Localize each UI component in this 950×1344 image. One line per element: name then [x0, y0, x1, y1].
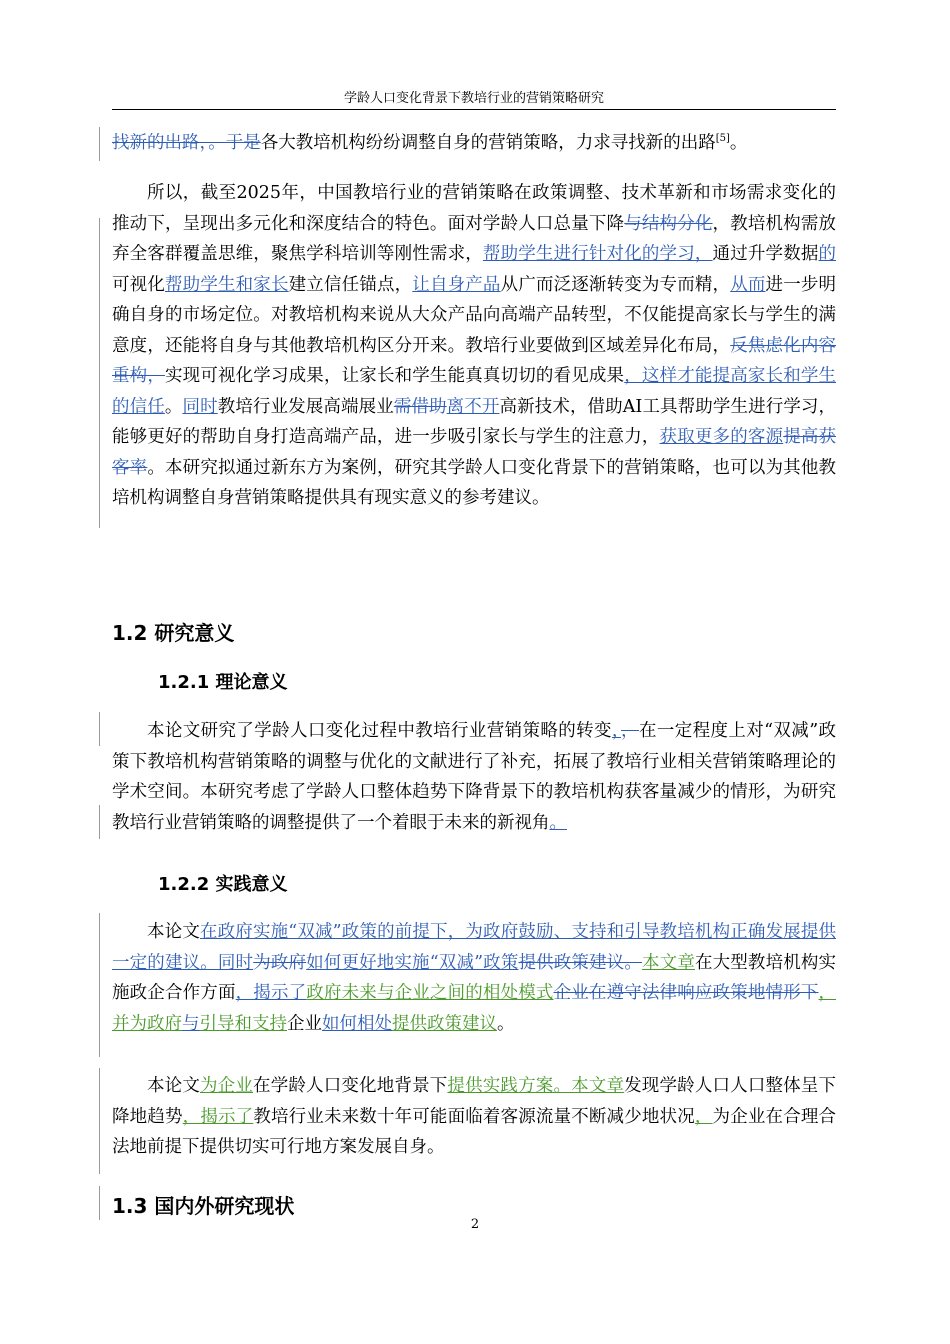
text-run: 在学龄人口变化地背景下	[253, 1076, 448, 1096]
tracked-insertion: 政府未来与企业之间的相处模式	[306, 983, 554, 1003]
paragraph-continuation	[112, 128, 836, 159]
text-run: 发现学龄人口人口整体呈下降地趋势	[112, 1076, 837, 1127]
text-run: 本论文	[147, 922, 200, 942]
text-run: 各大教培机构纷纷调整自身的营销策略，力求寻找新的出路	[260, 133, 716, 153]
text-run: 教培行业发展高端展业	[217, 396, 394, 417]
text-run: 为企业在合理合法地前提下提供切实可行地方案发展自身。	[112, 1106, 837, 1157]
tracked-insertion: 在政府实施“双减”政策的前提下，为政府鼓励、支持和引导教培机构正确发展提供一定的建议。同时	[112, 922, 837, 973]
tracked-insertion: ，揭示了	[182, 1106, 254, 1127]
text-run: 可视化	[112, 274, 165, 295]
tracked-insertion: 获取更多的客源	[659, 427, 784, 447]
text-run: 。	[729, 133, 748, 153]
tracked-insertion: 帮助学生和家长	[165, 274, 289, 295]
text-run: 教培行业未来数十年可能面临着客源流量不断减少地状况	[253, 1106, 695, 1127]
text-run: 。	[497, 1013, 515, 1034]
change-bar	[99, 805, 100, 839]
paragraph-practical-significance-2	[112, 1071, 836, 1163]
text-run: 所以，截至2025年，中国教培行业的营销策略在政策调整、技术革新和市场需求变化的推动下，呈现出多元化和深度结合的特色。面对学龄人口总量下降	[112, 183, 836, 234]
tracked-deletion: 提供政策建议。	[518, 952, 643, 973]
change-bar	[99, 218, 100, 528]
tracked-insertion: 从而	[730, 274, 766, 295]
tracked-insertion: 离不开	[446, 396, 500, 417]
paragraph-practical-significance-1	[112, 917, 836, 1039]
text-run: 本论文	[147, 1076, 201, 1096]
tracked-insertion: 同时	[182, 396, 218, 417]
text-run: ，教培机构需放弃全客群覆盖思维，聚焦学科培训等刚性需求，	[112, 213, 837, 264]
change-bar	[99, 1186, 100, 1220]
tracked-insertion: 的	[818, 244, 837, 264]
text-run: 高新技术，借助AI工具帮助学生进行学习，能够更好的帮助自身打造高端产品，进一步吸引家长与学生的注意力，	[112, 396, 837, 447]
tracked-insertion: ，并为政府	[112, 983, 837, 1034]
tracked-deletion: 找新的出路，。于是	[112, 133, 261, 153]
tracked-deletion: 反焦虑化内容重构，	[112, 335, 836, 386]
tracked-insertion: ，这样才能提高家长和学生的信任	[112, 366, 837, 417]
tracked-deletion: 企业在遵守法律响应政策地情形下	[553, 983, 819, 1003]
text-run: 通过升学数据	[712, 244, 819, 264]
page-number: 2	[470, 1217, 480, 1232]
tracked-insertion: 引导和支持	[199, 1013, 287, 1034]
paragraph-background	[112, 178, 836, 514]
tracked-deletion: 需借助	[393, 396, 447, 417]
tracked-deletion: 为政府	[253, 952, 307, 973]
text-run: 进一步明确自身的市场定位。对教培机构来说从大众产品向高端产品转型，不仅能提高家长与学生的满意度，还能将自身与其他教培机构区分开来。教培行业要做到区域差异化布局，	[112, 274, 837, 356]
tracked-insertion: ，	[694, 1106, 713, 1127]
section-heading-1-2: 1.2 研究意义	[112, 621, 235, 645]
text-run: 在一定程度上对“双减”政策下教培机构营销策略的调整与优化的文献进行了补充，拓展了教培行业相关营销策略理论的学术空间。本研究考虑了学龄人口整体趋势下降背景下的教培机构获客量减少的情形，为研究教培行业营销策略的调整提供了一个着眼于未来的新视角	[112, 721, 837, 833]
subsection-heading-1-2-2: 1.2.2 实践意义	[158, 874, 288, 895]
text-run: 建立信任锚点，	[288, 274, 413, 295]
tracked-insertion: 为企业	[200, 1076, 254, 1096]
tracked-insertion: 提供政策建议	[392, 1013, 497, 1034]
tracked-insertion: 让自身产品	[412, 274, 501, 295]
tracked-insertion: 如何更好地实施“双减”政策	[306, 952, 519, 973]
tracked-insertion: ，	[611, 721, 622, 741]
tracked-insertion: 帮助学生进行针对化的学习，	[482, 244, 713, 264]
text-run: 在大型教培机构实施政企合作方面	[112, 952, 837, 1003]
text-run: 从广而泛逐渐转变为专而精，	[500, 274, 731, 295]
tracked-deletion: 提高获客率	[112, 427, 837, 478]
tracked-deletion: ，	[621, 721, 639, 741]
tracked-insertion: 如何相处	[322, 1013, 392, 1034]
header-rule	[112, 109, 836, 110]
change-bar	[99, 1068, 100, 1174]
text-run: 。	[164, 396, 183, 417]
text-run: 实现可视化学习成果，让家长和学生能真真切切的看见成果	[165, 366, 625, 386]
citation: [5]	[715, 133, 730, 145]
change-bar	[99, 127, 100, 161]
paragraph-theoretical-significance	[112, 716, 836, 838]
change-bar	[99, 913, 100, 1057]
text-run: 本论文研究了学龄人口变化过程中教培行业营销策略的转变	[147, 721, 612, 741]
tracked-insertion: 。	[549, 812, 567, 833]
tracked-deletion: 与结构分化	[624, 213, 713, 234]
running-header: 学龄人口变化背景下教培行业的营销策略研究	[343, 91, 604, 106]
subsection-heading-1-2-1: 1.2.1 理论意义	[158, 672, 288, 693]
tracked-insertion: ，揭示了	[235, 983, 307, 1003]
text-run: 。本研究拟通过新东方为案例，研究其学龄人口变化背景下的营销策略，也可以为其他教培机构调整自身营销策略提供具有现实意义的参考建议。	[112, 457, 837, 508]
tracked-insertion: 本文章	[642, 952, 695, 973]
tracked-insertion: 与	[182, 1013, 200, 1034]
tracked-insertion: 提供实践方案。本文章	[447, 1076, 625, 1096]
change-bar	[99, 712, 100, 746]
section-heading-1-3: 1.3 国内外研究现状	[112, 1194, 295, 1218]
text-run: 企业	[287, 1013, 322, 1034]
